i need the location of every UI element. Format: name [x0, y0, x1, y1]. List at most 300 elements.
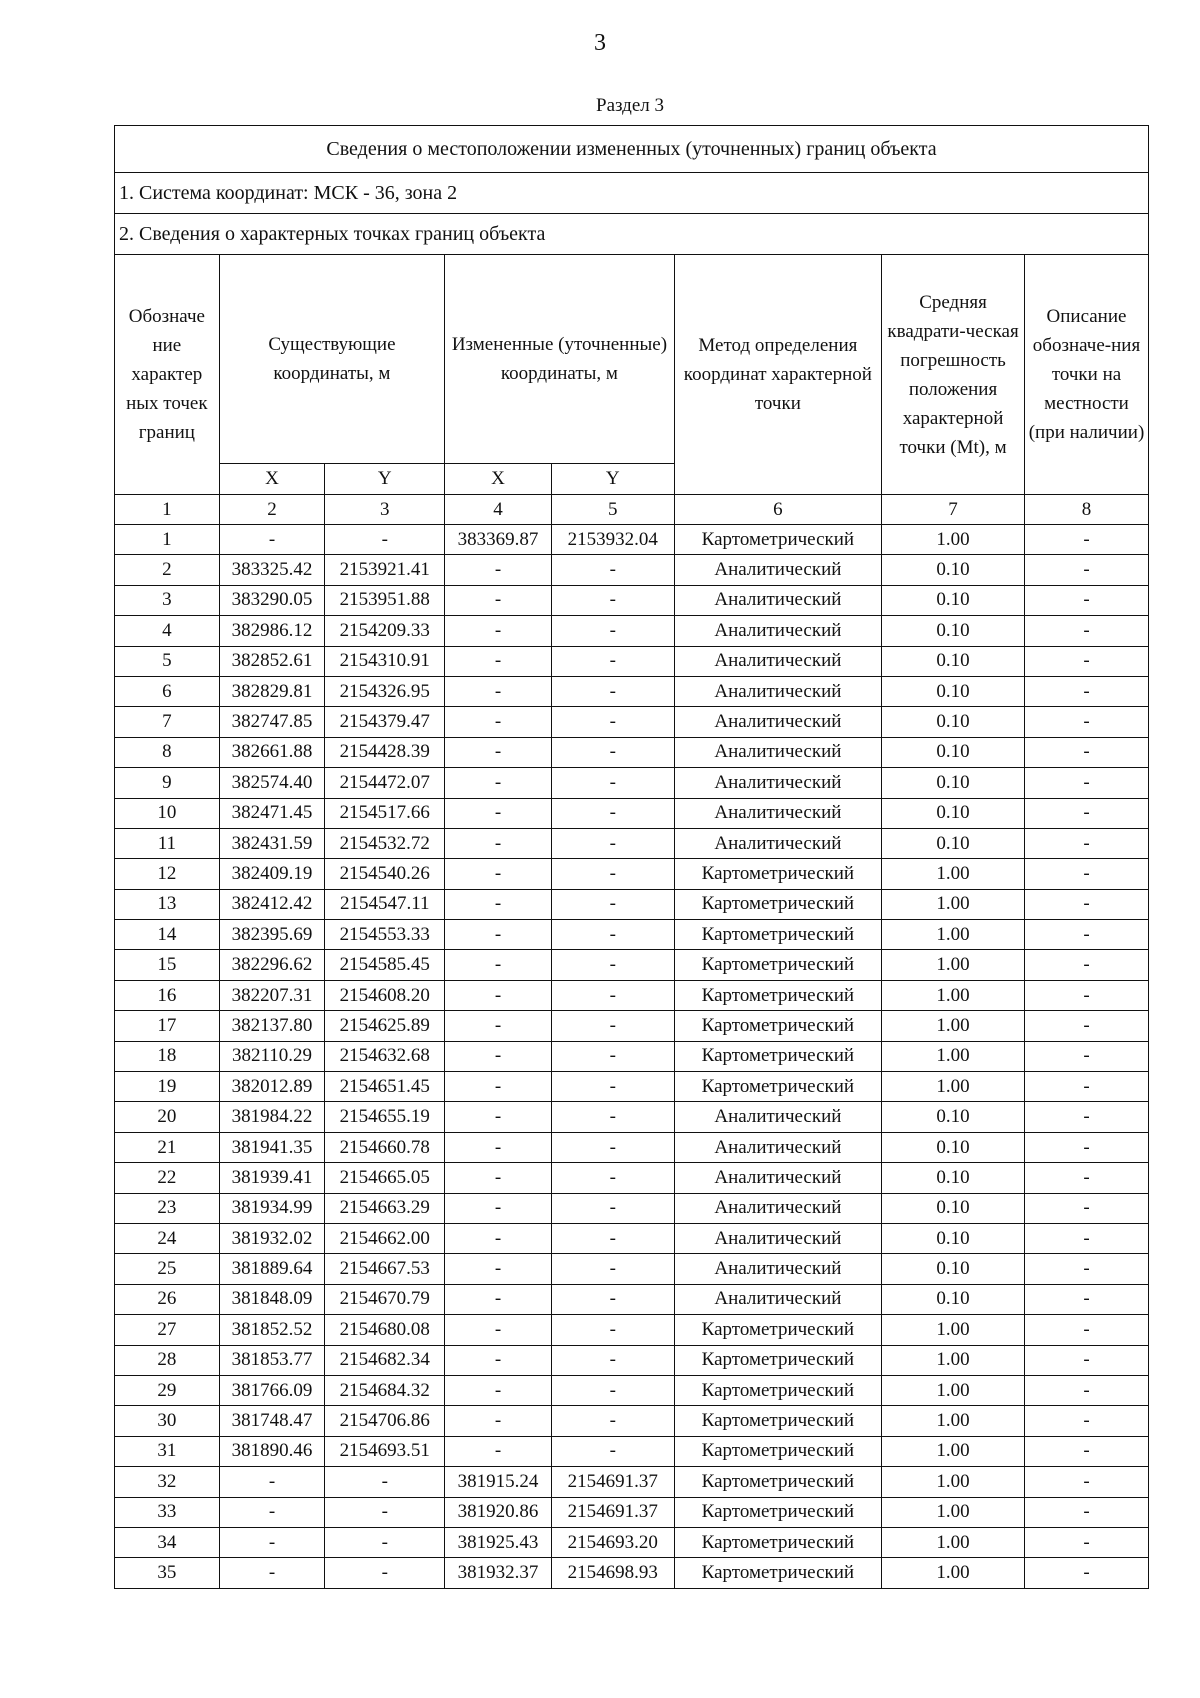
cell-point-number: 5 [115, 646, 220, 676]
column-number: 3 [325, 495, 445, 525]
cell-rmse: 1.00 [882, 950, 1025, 980]
table-row [115, 1406, 1149, 1436]
table-row [115, 1345, 1149, 1375]
cell-rmse: 0.10 [882, 585, 1025, 615]
table-row [115, 1223, 1149, 1253]
cell-rmse: 1.00 [882, 1345, 1025, 1375]
cell-point-number: 17 [115, 1011, 220, 1041]
column-number: 7 [882, 495, 1025, 525]
cell-changed-x: - [445, 1163, 552, 1193]
cell-changed-x: - [445, 555, 552, 585]
cell-existing-y: 2153951.88 [325, 585, 445, 615]
cell-rmse: 0.10 [882, 1193, 1025, 1223]
cell-changed-y: 2154693.20 [551, 1527, 674, 1557]
table-row [115, 585, 1149, 615]
cell-point-number: 32 [115, 1467, 220, 1497]
cell-method: Аналитический [674, 676, 881, 706]
cell-rmse: 1.00 [882, 1375, 1025, 1405]
cell-description: - [1025, 1436, 1149, 1466]
cell-changed-x: 381920.86 [445, 1497, 552, 1527]
table-body [115, 525, 1149, 1589]
cell-description: - [1025, 1406, 1149, 1436]
cell-changed-y: - [551, 1041, 674, 1071]
cell-point-number: 16 [115, 980, 220, 1010]
table-row [115, 616, 1149, 646]
cell-method: Аналитический [674, 1284, 881, 1314]
cell-description: - [1025, 1375, 1149, 1405]
table-row [115, 1375, 1149, 1405]
table-row [115, 707, 1149, 737]
cell-changed-x: - [445, 980, 552, 1010]
cell-rmse: 1.00 [882, 1406, 1025, 1436]
cell-rmse: 1.00 [882, 1527, 1025, 1557]
cell-method: Картометрический [674, 1375, 881, 1405]
cell-changed-y: - [551, 737, 674, 767]
cell-changed-x: - [445, 1223, 552, 1253]
cell-point-number: 27 [115, 1315, 220, 1345]
boundary-points-table [114, 125, 1149, 1589]
cell-changed-y: - [551, 859, 674, 889]
header-existing-y: Y [325, 464, 445, 495]
cell-point-number: 7 [115, 707, 220, 737]
cell-existing-y: - [325, 525, 445, 555]
cell-method: Картометрический [674, 980, 881, 1010]
cell-existing-x: 381939.41 [219, 1163, 325, 1193]
coordinate-system: 1. Система координат: МСК - 36, зона 2 [115, 173, 1149, 214]
cell-method: Аналитический [674, 1163, 881, 1193]
cell-point-number: 9 [115, 768, 220, 798]
cell-changed-y: 2153932.04 [551, 525, 674, 555]
cell-point-number: 21 [115, 1132, 220, 1162]
cell-point-number: 1 [115, 525, 220, 555]
cell-point-number: 18 [115, 1041, 220, 1071]
cell-point-number: 25 [115, 1254, 220, 1284]
cell-method: Картометрический [674, 1041, 881, 1071]
cell-changed-y: - [551, 1345, 674, 1375]
cell-point-number: 10 [115, 798, 220, 828]
cell-method: Аналитический [674, 707, 881, 737]
cell-method: Картометрический [674, 1467, 881, 1497]
table-row [115, 1041, 1149, 1071]
cell-description: - [1025, 1011, 1149, 1041]
table-title: Сведения о местоположении измененных (уточненных) границ объекта [115, 126, 1149, 173]
cell-existing-x: 381932.02 [219, 1223, 325, 1253]
cell-point-number: 2 [115, 555, 220, 585]
cell-method: Картометрический [674, 1406, 881, 1436]
cell-existing-x: 381889.64 [219, 1254, 325, 1284]
cell-existing-y: 2154693.51 [325, 1436, 445, 1466]
cell-method: Картометрический [674, 859, 881, 889]
cell-existing-x: - [219, 1467, 325, 1497]
cell-changed-y: - [551, 1315, 674, 1345]
cell-existing-x: 381984.22 [219, 1102, 325, 1132]
cell-description: - [1025, 1315, 1149, 1345]
cell-changed-x: - [445, 1315, 552, 1345]
cell-rmse: 0.10 [882, 1254, 1025, 1284]
cell-existing-x: 381941.35 [219, 1132, 325, 1162]
cell-method: Картометрический [674, 1315, 881, 1345]
cell-changed-y: - [551, 980, 674, 1010]
cell-existing-y: 2154517.66 [325, 798, 445, 828]
cell-changed-x: 383369.87 [445, 525, 552, 555]
cell-method: Картометрический [674, 1497, 881, 1527]
cell-existing-y: 2154651.45 [325, 1072, 445, 1102]
cell-existing-y: 2154667.53 [325, 1254, 445, 1284]
cell-changed-x: - [445, 1011, 552, 1041]
cell-point-number: 22 [115, 1163, 220, 1193]
table-row [115, 1072, 1149, 1102]
cell-description: - [1025, 676, 1149, 706]
cell-changed-x: - [445, 1284, 552, 1314]
cell-point-number: 11 [115, 828, 220, 858]
cell-changed-x: - [445, 585, 552, 615]
cell-existing-x: 382661.88 [219, 737, 325, 767]
cell-existing-y: 2153921.41 [325, 555, 445, 585]
cell-changed-x: - [445, 1041, 552, 1071]
cell-existing-y: 2154663.29 [325, 1193, 445, 1223]
cell-method: Аналитический [674, 646, 881, 676]
cell-existing-y: 2154532.72 [325, 828, 445, 858]
table-row [115, 1527, 1149, 1557]
column-number: 8 [1025, 495, 1149, 525]
cell-rmse: 1.00 [882, 1467, 1025, 1497]
cell-description: - [1025, 1467, 1149, 1497]
cell-description: - [1025, 1163, 1149, 1193]
cell-rmse: 0.10 [882, 1223, 1025, 1253]
cell-changed-y: - [551, 920, 674, 950]
cell-existing-x: 382207.31 [219, 980, 325, 1010]
cell-changed-x: 381932.37 [445, 1558, 552, 1588]
cell-changed-y: - [551, 1436, 674, 1466]
cell-point-number: 33 [115, 1497, 220, 1527]
cell-rmse: 0.10 [882, 1102, 1025, 1132]
cell-method: Аналитический [674, 555, 881, 585]
header-changed-x: X [445, 464, 552, 495]
cell-changed-x: - [445, 859, 552, 889]
header-existing-x: X [219, 464, 325, 495]
table-row [115, 768, 1149, 798]
cell-rmse: 1.00 [882, 1315, 1025, 1345]
cell-changed-y: - [551, 1375, 674, 1405]
cell-existing-x: 382471.45 [219, 798, 325, 828]
cell-point-number: 29 [115, 1375, 220, 1405]
table-row [115, 555, 1149, 585]
cell-existing-x: 382395.69 [219, 920, 325, 950]
cell-existing-y: 2154540.26 [325, 859, 445, 889]
table-row [115, 1558, 1149, 1588]
cell-existing-y: 2154684.32 [325, 1375, 445, 1405]
cell-existing-x: 382431.59 [219, 828, 325, 858]
cell-existing-y: 2154209.33 [325, 616, 445, 646]
cell-description: - [1025, 737, 1149, 767]
cell-method: Аналитический [674, 798, 881, 828]
cell-changed-x: 381925.43 [445, 1527, 552, 1557]
cell-description: - [1025, 828, 1149, 858]
cell-existing-x: 382747.85 [219, 707, 325, 737]
cell-method: Картометрический [674, 1558, 881, 1588]
cell-existing-y: 2154553.33 [325, 920, 445, 950]
column-numbers-row [115, 495, 1149, 525]
cell-changed-x: - [445, 1406, 552, 1436]
cell-existing-x: - [219, 1558, 325, 1588]
cell-description: - [1025, 920, 1149, 950]
column-number: 4 [445, 495, 552, 525]
cell-description: - [1025, 1254, 1149, 1284]
cell-existing-y: 2154632.68 [325, 1041, 445, 1071]
table-row [115, 950, 1149, 980]
cell-existing-x: 381890.46 [219, 1436, 325, 1466]
table-row [115, 980, 1149, 1010]
cell-changed-x: - [445, 1375, 552, 1405]
cell-rmse: 1.00 [882, 859, 1025, 889]
cell-description: - [1025, 525, 1149, 555]
cell-existing-y: 2154665.05 [325, 1163, 445, 1193]
table-row [115, 737, 1149, 767]
cell-existing-y: 2154608.20 [325, 980, 445, 1010]
cell-point-number: 8 [115, 737, 220, 767]
cell-point-number: 12 [115, 859, 220, 889]
page-number: 3 [594, 30, 606, 56]
cell-existing-y: 2154547.11 [325, 889, 445, 919]
cell-changed-y: - [551, 1072, 674, 1102]
cell-method: Аналитический [674, 768, 881, 798]
table-row [115, 1284, 1149, 1314]
cell-existing-x: 382409.19 [219, 859, 325, 889]
cell-existing-x: 382852.61 [219, 646, 325, 676]
cell-rmse: 1.00 [882, 525, 1025, 555]
cell-existing-x: 381766.09 [219, 1375, 325, 1405]
cell-point-number: 24 [115, 1223, 220, 1253]
cell-method: Картометрический [674, 920, 881, 950]
cell-description: - [1025, 889, 1149, 919]
cell-method: Картометрический [674, 1011, 881, 1041]
cell-description: - [1025, 555, 1149, 585]
cell-changed-y: - [551, 1011, 674, 1041]
cell-changed-x: - [445, 1345, 552, 1375]
column-number: 5 [551, 495, 674, 525]
cell-description: - [1025, 950, 1149, 980]
cell-point-number: 19 [115, 1072, 220, 1102]
cell-existing-x: 382296.62 [219, 950, 325, 980]
cell-method: Аналитический [674, 1102, 881, 1132]
cell-description: - [1025, 1284, 1149, 1314]
cell-rmse: 0.10 [882, 646, 1025, 676]
cell-point-number: 26 [115, 1284, 220, 1314]
cell-changed-x: - [445, 950, 552, 980]
table-row [115, 1011, 1149, 1041]
cell-point-number: 15 [115, 950, 220, 980]
cell-method: Аналитический [674, 1193, 881, 1223]
cell-changed-y: - [551, 585, 674, 615]
table-row [115, 1132, 1149, 1162]
cell-rmse: 1.00 [882, 1497, 1025, 1527]
cell-method: Картометрический [674, 1527, 881, 1557]
cell-method: Картометрический [674, 525, 881, 555]
cell-description: - [1025, 1193, 1149, 1223]
table-row [115, 828, 1149, 858]
cell-existing-y: 2154472.07 [325, 768, 445, 798]
cell-existing-y: 2154625.89 [325, 1011, 445, 1041]
cell-existing-x: 383290.05 [219, 585, 325, 615]
cell-existing-x: 381934.99 [219, 1193, 325, 1223]
cell-description: - [1025, 707, 1149, 737]
cell-method: Картометрический [674, 950, 881, 980]
cell-method: Картометрический [674, 1436, 881, 1466]
cell-description: - [1025, 585, 1149, 615]
cell-existing-x: 382012.89 [219, 1072, 325, 1102]
cell-rmse: 0.10 [882, 737, 1025, 767]
cell-existing-y: - [325, 1527, 445, 1557]
cell-changed-y: - [551, 798, 674, 828]
cell-rmse: 0.10 [882, 768, 1025, 798]
cell-description: - [1025, 1072, 1149, 1102]
column-number: 1 [115, 495, 220, 525]
table-row [115, 1436, 1149, 1466]
cell-point-number: 34 [115, 1527, 220, 1557]
cell-existing-y: 2154706.86 [325, 1406, 445, 1436]
cell-point-number: 30 [115, 1406, 220, 1436]
cell-point-number: 28 [115, 1345, 220, 1375]
cell-changed-y: - [551, 768, 674, 798]
header-method: Метод определения координат характерной точки [674, 255, 881, 495]
cell-existing-x: 383325.42 [219, 555, 325, 585]
cell-changed-y: - [551, 616, 674, 646]
cell-changed-y: - [551, 676, 674, 706]
cell-description: - [1025, 980, 1149, 1010]
table-row [115, 859, 1149, 889]
cell-rmse: 0.10 [882, 707, 1025, 737]
table-row [115, 1467, 1149, 1497]
cell-existing-x: 381852.52 [219, 1315, 325, 1345]
cell-changed-x: - [445, 1132, 552, 1162]
cell-method: Картометрический [674, 1072, 881, 1102]
cell-rmse: 1.00 [882, 1011, 1025, 1041]
cell-changed-y: - [551, 1163, 674, 1193]
cell-rmse: 1.00 [882, 980, 1025, 1010]
cell-point-number: 14 [115, 920, 220, 950]
table-row [115, 1163, 1149, 1193]
cell-rmse: 1.00 [882, 1072, 1025, 1102]
table-row [115, 1102, 1149, 1132]
cell-changed-x: - [445, 1254, 552, 1284]
cell-existing-x: 382574.40 [219, 768, 325, 798]
cell-method: Картометрический [674, 1345, 881, 1375]
cell-changed-y: 2154691.37 [551, 1467, 674, 1497]
header-existing-coords: Существующие координаты, м [219, 255, 445, 464]
cell-existing-x: 382137.80 [219, 1011, 325, 1041]
cell-point-number: 6 [115, 676, 220, 706]
cell-existing-y: 2154660.78 [325, 1132, 445, 1162]
section-title: Раздел 3 [596, 95, 664, 116]
cell-changed-x: - [445, 646, 552, 676]
header-point-designation: Обозначе ние характер ных точек границ [115, 255, 220, 495]
cell-changed-x: - [445, 828, 552, 858]
cell-method: Аналитический [674, 828, 881, 858]
cell-description: - [1025, 646, 1149, 676]
cell-existing-y: - [325, 1467, 445, 1497]
table-row [115, 920, 1149, 950]
cell-rmse: 0.10 [882, 798, 1025, 828]
cell-existing-x: 381848.09 [219, 1284, 325, 1314]
cell-rmse: 1.00 [882, 1436, 1025, 1466]
table-row [115, 1315, 1149, 1345]
cell-changed-y: - [551, 555, 674, 585]
cell-rmse: 0.10 [882, 676, 1025, 706]
cell-changed-y: - [551, 646, 674, 676]
table-row [115, 646, 1149, 676]
cell-existing-y: 2154585.45 [325, 950, 445, 980]
cell-existing-x: 381748.47 [219, 1406, 325, 1436]
cell-method: Аналитический [674, 1223, 881, 1253]
cell-description: - [1025, 1345, 1149, 1375]
header-description: Описание обозначе-ния точки на местности (при наличии) [1025, 255, 1149, 495]
cell-existing-x: 382829.81 [219, 676, 325, 706]
cell-changed-y: - [551, 950, 674, 980]
cell-point-number: 23 [115, 1193, 220, 1223]
cell-changed-y: - [551, 1223, 674, 1253]
cell-existing-x: - [219, 1527, 325, 1557]
cell-point-number: 35 [115, 1558, 220, 1588]
cell-rmse: 0.10 [882, 555, 1025, 585]
cell-point-number: 20 [115, 1102, 220, 1132]
cell-changed-y: - [551, 1254, 674, 1284]
cell-changed-x: - [445, 1193, 552, 1223]
cell-changed-x: - [445, 798, 552, 828]
cell-changed-y: - [551, 828, 674, 858]
cell-changed-y: - [551, 1193, 674, 1223]
cell-changed-y: - [551, 889, 674, 919]
cell-description: - [1025, 1527, 1149, 1557]
cell-changed-y: 2154691.37 [551, 1497, 674, 1527]
cell-changed-x: - [445, 1072, 552, 1102]
cell-changed-y: - [551, 1284, 674, 1314]
cell-rmse: 0.10 [882, 1132, 1025, 1162]
table-row [115, 798, 1149, 828]
cell-existing-y: 2154682.34 [325, 1345, 445, 1375]
cell-changed-y: - [551, 1102, 674, 1132]
table-row [115, 1193, 1149, 1223]
cell-changed-y: - [551, 1406, 674, 1436]
cell-existing-y: 2154670.79 [325, 1284, 445, 1314]
cell-changed-x: 381915.24 [445, 1467, 552, 1497]
cell-rmse: 0.10 [882, 1163, 1025, 1193]
cell-existing-x: 382412.42 [219, 889, 325, 919]
cell-method: Аналитический [674, 585, 881, 615]
cell-rmse: 1.00 [882, 1558, 1025, 1588]
header-rmse: Средняя квадрати-ческая погрешность положения характерной точки (Mt), м [882, 255, 1025, 495]
cell-existing-y: - [325, 1558, 445, 1588]
cell-existing-x: - [219, 1497, 325, 1527]
cell-method: Аналитический [674, 1132, 881, 1162]
cell-description: - [1025, 616, 1149, 646]
cell-existing-y: 2154680.08 [325, 1315, 445, 1345]
cell-existing-y: 2154655.19 [325, 1102, 445, 1132]
cell-description: - [1025, 1223, 1149, 1253]
cell-rmse: 0.10 [882, 616, 1025, 646]
cell-changed-x: - [445, 707, 552, 737]
cell-existing-x: 382110.29 [219, 1041, 325, 1071]
cell-changed-x: - [445, 616, 552, 646]
table-row [115, 525, 1149, 555]
cell-existing-y: 2154326.95 [325, 676, 445, 706]
cell-point-number: 3 [115, 585, 220, 615]
cell-rmse: 0.10 [882, 1284, 1025, 1314]
table-row [115, 889, 1149, 919]
cell-changed-y: - [551, 707, 674, 737]
cell-changed-x: - [445, 1436, 552, 1466]
cell-method: Аналитический [674, 616, 881, 646]
cell-method: Аналитический [674, 737, 881, 767]
